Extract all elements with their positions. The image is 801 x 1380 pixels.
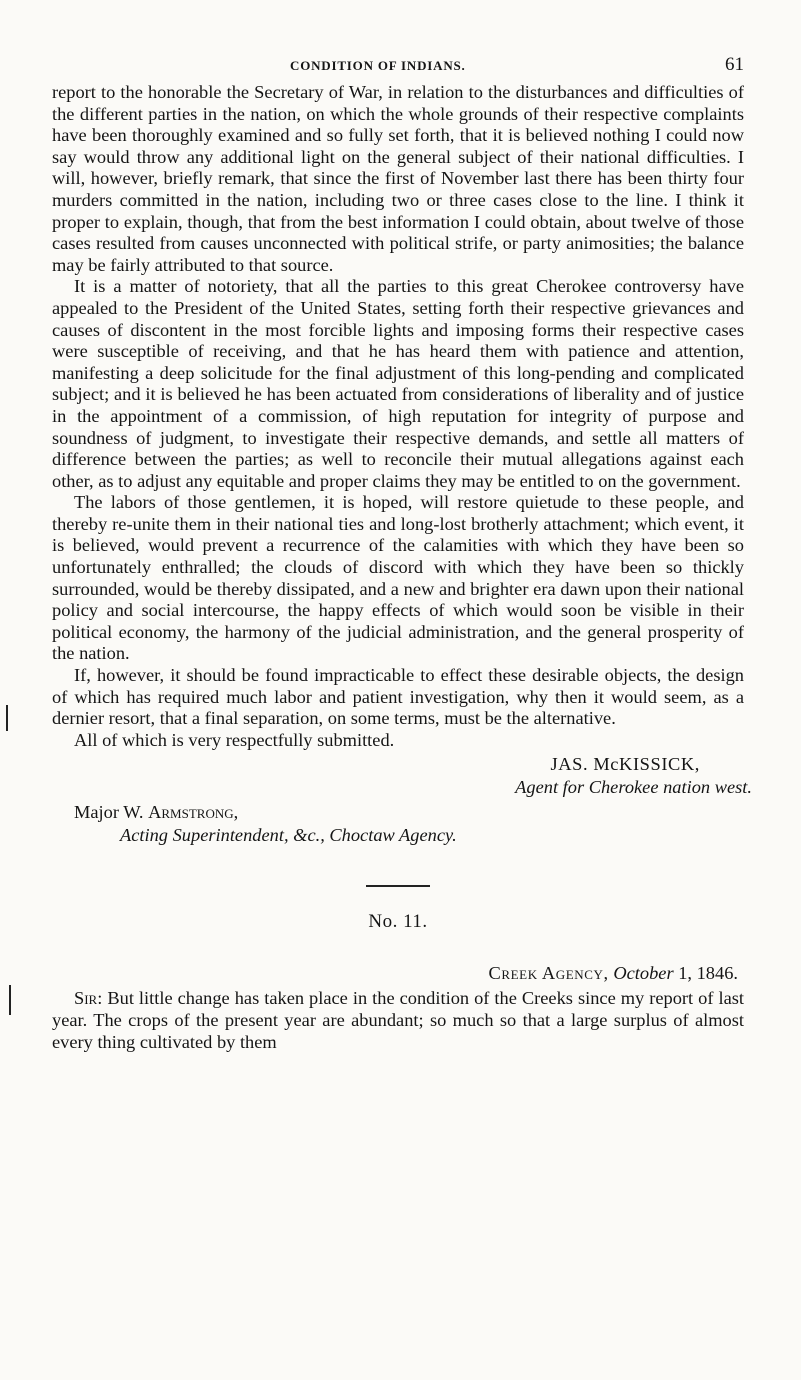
addressee-name bbox=[74, 801, 744, 824]
addressee-role: Acting Superintendent, &c., Choctaw Agency. bbox=[120, 825, 457, 846]
dateline bbox=[52, 963, 744, 984]
page-header bbox=[52, 54, 744, 82]
dateline-date: 1, 1846. bbox=[678, 963, 738, 984]
addressee-surname: Armstrong, bbox=[148, 802, 239, 823]
margin-mark bbox=[9, 985, 11, 1015]
addressee-prefix: Major W. bbox=[74, 802, 144, 823]
paragraph: It is a matter of notoriety, that all the parties to this great Cherokee controversy have appealed to the President of the United States, setting forth their respective grievances and causes of discontent in the most forcible lights and imposing forms their respective cases were susceptible of receiving, and that he has heard them with patience and attention, manifesting a deep solicitude for the final adjustment of this long-pending and complicated subject; and it is believed he has been actuated from considerations of liberality and of justice in the appointment of a commission, of high reputation for integrity of purpose and soundness of judgment, to investigate their respective demands, and settle all matters of difference between the parties; as well to reconcile their mutual allegations against each other, as to adjust any equitable and proper claims they may be entitled to on the government. bbox=[52, 276, 744, 491]
signatory-title: Agent for Cherokee nation west. bbox=[515, 777, 752, 798]
closing-line: All of which is very respectfully submitted. bbox=[74, 729, 395, 750]
salutation: Sir: bbox=[74, 988, 103, 1009]
paragraph: If, however, it should be found impracticable to effect these desirable objects, the design of which has required much labor and patient investigation, why then it would seem, as a dernier resort, that a final separation, on some terms, must be the alternative. bbox=[52, 665, 744, 729]
signature-block bbox=[52, 753, 752, 799]
paragraph: The labors of those gentlemen, it is hoped, will restore quietude to these people, and thereby re-unite them in their national ties and long-lost brotherly attachment; which event, it is believed, would prevent a recurrence of the calamities with which they have been so unfortunately enthralled; the clouds of discord with which they have been so thickly surrounded, would be thereby dissipated, and a new and brighter era dawn upon their national policy and social intercourse, the happy effects of which would soon be visible in their political economy, the harmony of the judicial administration, and the general prosperity of the nation. bbox=[52, 492, 744, 664]
section-divider bbox=[366, 885, 430, 887]
dateline-month: October bbox=[613, 963, 674, 984]
opening-text: But little change has taken place in the condition of the Creeks since my report of last year. The crops of the present year are abundant; so much so that a large surplus of almost every thing cultivated by them bbox=[52, 988, 745, 1052]
page-number: 61 bbox=[725, 54, 744, 75]
addressee-block bbox=[52, 801, 744, 847]
letter-body bbox=[52, 82, 744, 751]
paragraph: report to the honorable the Secretary of War, in relation to the disturbances and difficulties of the different parties in the nation, on which the whole grounds of their respective complaints have been thoroughly examined and so fully set forth, that it is believed nothing I could now say would throw any additional light on the general subject of their national difficulties. I will, however, briefly remark, that since the first of November last there has been thirty four murders committed in the nation, including two or three cases close to the line. I think it proper to explain, though, that from the best information I could obtain, about twelve of those cases resulted from causes unconnected with political strife, or party animosities; the balance may be fairly attributed to that source. bbox=[52, 82, 744, 275]
document-number: No. 11. bbox=[368, 911, 428, 933]
running-title: CONDITION OF INDIANS. bbox=[290, 58, 466, 73]
document-page bbox=[52, 54, 752, 1053]
dateline-place: Creek Agency, bbox=[488, 963, 609, 984]
paragraph bbox=[52, 988, 744, 1053]
margin-mark bbox=[6, 705, 8, 731]
signatory-name: JAS. McKISSICK, bbox=[550, 754, 700, 775]
next-letter-body bbox=[52, 988, 744, 1053]
